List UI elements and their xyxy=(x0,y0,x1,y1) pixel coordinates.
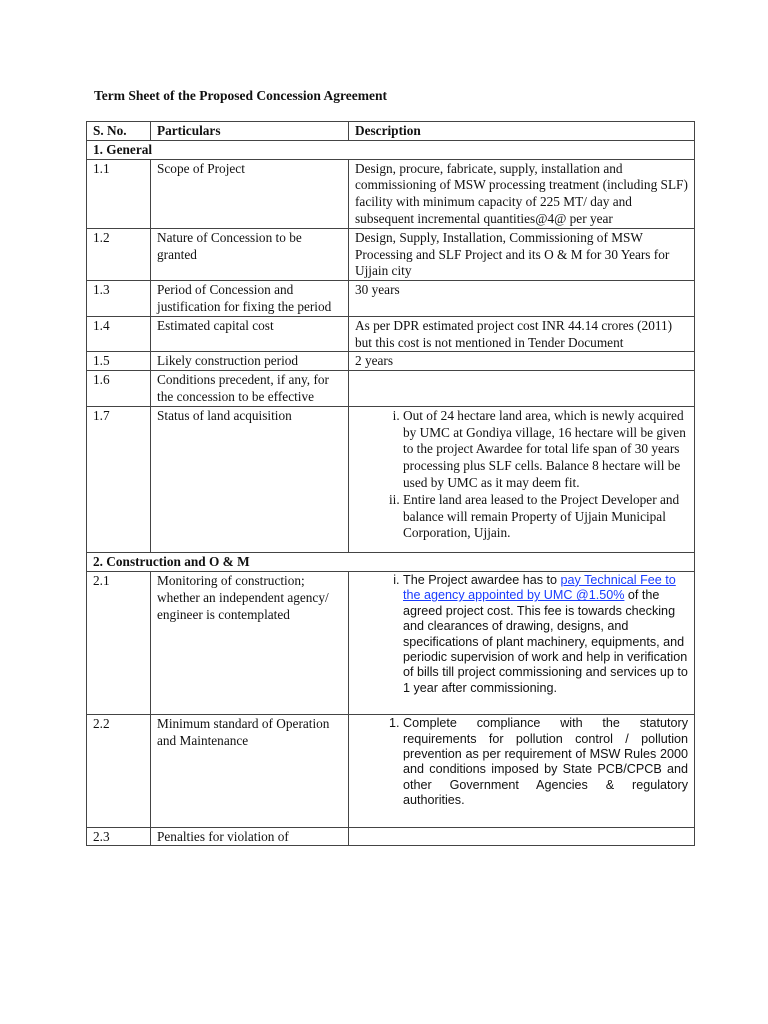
row-description xyxy=(349,406,695,552)
row-sno: 1.7 xyxy=(87,406,151,552)
item-text: of the agreed project cost. This fee is towards checking and clearances of drawing, designs, and specifications of plant machinery, equipments, and periodic supervision of work and help in verification of bills till project commissioning and services up to 1 year after commissioning. xyxy=(403,588,688,695)
document-title: Term Sheet of the Proposed Concession Agreement xyxy=(94,88,387,103)
row-particulars: Penalties for violation of xyxy=(151,827,349,846)
row-sno: 1.2 xyxy=(87,228,151,280)
row-description xyxy=(349,715,695,827)
table-row xyxy=(87,316,695,352)
row-particulars: Minimum standard of Operation and Maintenance xyxy=(151,715,349,827)
row-sno: 1.5 xyxy=(87,352,151,371)
row-particulars: Estimated capital cost xyxy=(151,316,349,352)
header-particulars: Particulars xyxy=(151,122,349,141)
list-item: 1. Complete compliance with the statutory requirements for pollution control / pollution prevention as per requirement of MSW Rules 2000 and conditions imposed by State PCB/CPCB and other Government Agencies & regulatory authorities. xyxy=(403,716,688,808)
table-row xyxy=(87,571,695,714)
row-description xyxy=(349,571,695,714)
row-description: 2 years xyxy=(349,352,695,371)
row-sno: 1.6 xyxy=(87,371,151,407)
table-row xyxy=(87,371,695,407)
section-title-construction: 2. Construction and O & M xyxy=(87,553,695,572)
row-particulars: Conditions precedent, if any, for the concession to be effective xyxy=(151,371,349,407)
header-description: Description xyxy=(349,122,695,141)
term-sheet-table xyxy=(86,121,695,846)
monitoring-list xyxy=(355,573,688,696)
table-header-row xyxy=(87,122,695,141)
table-row xyxy=(87,406,695,552)
row-particulars: Scope of Project xyxy=(151,159,349,228)
header-sno: S. No. xyxy=(87,122,151,141)
list-item: i. Out of 24 hectare land area, which is newly acquired by UMC at Gondiya village, 16 hectare will be given to the project Awardee for total life span of 30 years processing plus SLF cells. Balance 8 hectare will be used by UMC as it may deem fit. xyxy=(403,408,688,492)
row-particulars: Nature of Concession to be granted xyxy=(151,228,349,280)
row-sno: 2.1 xyxy=(87,571,151,714)
row-particulars: Status of land acquisition xyxy=(151,406,349,552)
row-sno: 1.1 xyxy=(87,159,151,228)
item-text: The Project awardee has to xyxy=(403,572,561,587)
section-row-general xyxy=(87,140,695,159)
section-row-construction xyxy=(87,553,695,572)
land-status-list xyxy=(355,408,688,542)
table-row xyxy=(87,159,695,228)
technical-fee-link[interactable]: pay Technical Fee to the agency appointed by UMC @1.50% xyxy=(403,572,676,603)
row-particulars: Likely construction period xyxy=(151,352,349,371)
row-description xyxy=(349,827,695,846)
list-item xyxy=(403,573,688,696)
row-description xyxy=(349,371,695,407)
row-particulars: Period of Concession and justification for fixing the period xyxy=(151,281,349,317)
table-row xyxy=(87,827,695,846)
table-row xyxy=(87,228,695,280)
row-sno: 1.3 xyxy=(87,281,151,317)
table-row xyxy=(87,281,695,317)
row-description: Design, Supply, Installation, Commissioning of MSW Processing and SLF Project and its O & M for 30 Years for Ujjain city xyxy=(349,228,695,280)
row-description: As per DPR estimated project cost INR 44.14 crores (2011) but this cost is not mentioned in Tender Document xyxy=(349,316,695,352)
row-sno: 2.2 xyxy=(87,715,151,827)
table-row xyxy=(87,715,695,827)
row-particulars: Monitoring of construction; whether an independent agency/ engineer is contemplated xyxy=(151,571,349,714)
row-sno: 1.4 xyxy=(87,316,151,352)
table-row xyxy=(87,352,695,371)
om-standard-list xyxy=(355,716,688,808)
section-title-general: 1. General xyxy=(87,140,695,159)
row-sno: 2.3 xyxy=(87,827,151,846)
row-description: Design, procure, fabricate, supply, installation and commissioning of MSW processing treatment (including SLF) facility with minimum capacity of 225 MT/ day and subsequent incremental quantities@4@ per year xyxy=(349,159,695,228)
list-item: ii. Entire land area leased to the Project Developer and balance will remain Property of Ujjain Municipal Corporation, Ujjain. xyxy=(403,492,688,542)
row-description: 30 years xyxy=(349,281,695,317)
